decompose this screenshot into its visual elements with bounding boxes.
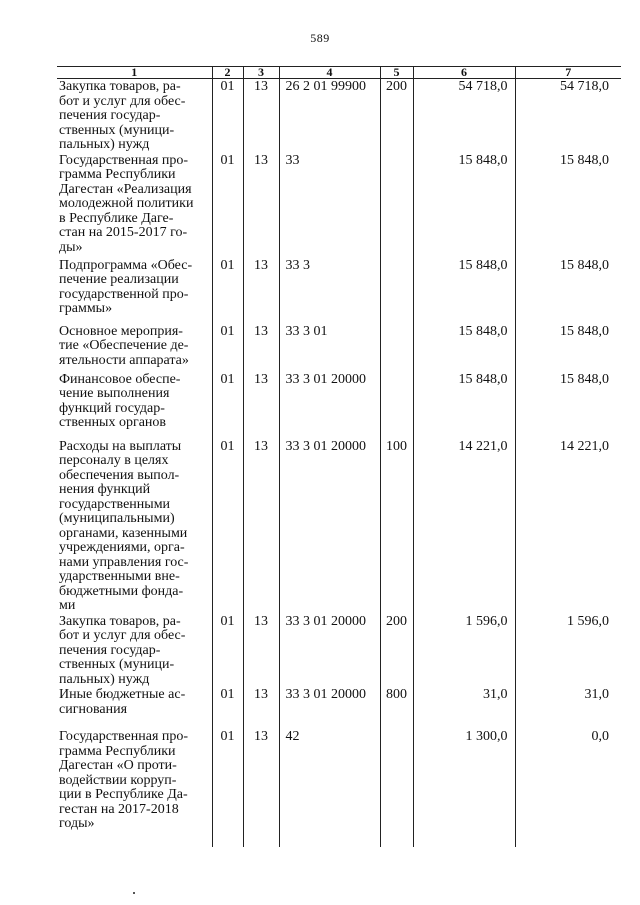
section-code: 01 (212, 258, 243, 324)
row-name: Государственная про- грамма Республики Дагестан «О проти- водействии корруп- ции в Республике Да- гестан на 2017-2018 годы» (59, 729, 189, 831)
expense-type-code (380, 324, 413, 372)
header-row (57, 67, 621, 79)
section-code: 01 (212, 372, 243, 439)
section-code: 01 (212, 153, 243, 258)
target-article-code: 33 3 01 20000 (279, 372, 380, 439)
amount-col6: 15 848,0 (413, 372, 515, 439)
section-code: 01 (212, 79, 243, 153)
subsection-code: 13 (243, 153, 279, 258)
subsection-code: 13 (243, 614, 279, 688)
row-name: Подпрограмма «Обес- печение реализации государственной про- граммы» (59, 257, 193, 316)
section-code: 01 (212, 729, 243, 847)
expense-type-code: 200 (380, 614, 413, 688)
target-article-code: 33 3 01 (279, 324, 380, 372)
subsection-code: 13 (243, 324, 279, 372)
amount-col6: 14 221,0 (413, 439, 515, 614)
column-header: 6 (413, 67, 515, 79)
amount-col6: 15 848,0 (413, 153, 515, 258)
subsection-code: 13 (243, 729, 279, 847)
expense-type-code: 100 (380, 439, 413, 614)
budget-table (57, 66, 621, 847)
column-header: 4 (279, 67, 380, 79)
target-article-code: 33 (279, 153, 380, 258)
target-article-code: 42 (279, 729, 380, 847)
amount-col6: 1 596,0 (413, 614, 515, 688)
amount-col7: 15 848,0 (515, 372, 621, 439)
target-article-code: 33 3 01 20000 (279, 439, 380, 614)
amount-col7: 1 596,0 (515, 614, 621, 688)
column-header: 2 (212, 67, 243, 79)
target-article-code: 33 3 (279, 258, 380, 324)
column-header: 7 (515, 67, 621, 79)
row-name: Закупка товаров, ра- бот и услуг для обес- печения государ- ственных (муници- пальных) нужд (59, 613, 186, 687)
expense-type-code: 200 (380, 79, 413, 153)
table-row (57, 258, 621, 324)
subsection-code: 13 (243, 79, 279, 153)
amount-col6: 15 848,0 (413, 324, 515, 372)
amount-col6: 54 718,0 (413, 79, 515, 153)
scan-mark (133, 892, 135, 894)
table-body (57, 79, 621, 848)
row-name: Основное мероприя- тие «Обеспечение де- ятельности аппарата» (59, 323, 189, 368)
table-row (57, 372, 621, 439)
subsection-code: 13 (243, 687, 279, 729)
section-code: 01 (212, 614, 243, 688)
row-name: Расходы на выплаты персоналу в целях обеспечения выпол- нения функций государственными (муниципальными) органами, казенными учреждениями, орга- нами управления гос- ударственными вне- бюджетными фонда- ми (59, 438, 189, 613)
target-article-code: 33 3 01 20000 (279, 687, 380, 729)
row-name: Государственная про- грамма Республики Дагестан «Реализация молодежной политики в Республике Даге- стан на 2015-2017 го- ды» (59, 152, 194, 255)
table-row (57, 153, 621, 258)
expense-type-code (380, 153, 413, 258)
row-name: Финансовое обеспе- чение выполнения функций государ- ственных органов (59, 371, 181, 430)
target-article-code: 26 2 01 99900 (279, 79, 380, 153)
table-row (57, 324, 621, 372)
amount-col7: 15 848,0 (515, 258, 621, 324)
page-number: 589 (310, 31, 330, 45)
table-row (57, 79, 621, 153)
expense-type-code (380, 258, 413, 324)
table-row (57, 439, 621, 614)
amount-col7: 15 848,0 (515, 324, 621, 372)
subsection-code: 13 (243, 258, 279, 324)
table-row (57, 729, 621, 847)
subsection-code: 13 (243, 439, 279, 614)
table-row (57, 614, 621, 688)
amount-col7: 0,0 (515, 729, 621, 847)
section-code: 01 (212, 439, 243, 614)
section-code: 01 (212, 687, 243, 729)
amount-col6: 31,0 (413, 687, 515, 729)
row-name: Закупка товаров, ра- бот и услуг для обес- печения государ- ственных (муници- пальных) нужд (59, 79, 186, 152)
expense-type-code (380, 372, 413, 439)
column-header: 5 (380, 67, 413, 79)
amount-col6: 15 848,0 (413, 258, 515, 324)
table-row (57, 687, 621, 729)
amount-col7: 54 718,0 (515, 79, 621, 153)
amount-col7: 31,0 (515, 687, 621, 729)
amount-col7: 15 848,0 (515, 153, 621, 258)
target-article-code: 33 3 01 20000 (279, 614, 380, 688)
expense-type-code (380, 729, 413, 847)
column-header: 1 (57, 67, 212, 79)
row-name: Иные бюджетные ас- сигнования (59, 687, 186, 717)
expense-type-code: 800 (380, 687, 413, 729)
amount-col7: 14 221,0 (515, 439, 621, 614)
column-header: 3 (243, 67, 279, 79)
section-code: 01 (212, 324, 243, 372)
amount-col6: 1 300,0 (413, 729, 515, 847)
subsection-code: 13 (243, 372, 279, 439)
